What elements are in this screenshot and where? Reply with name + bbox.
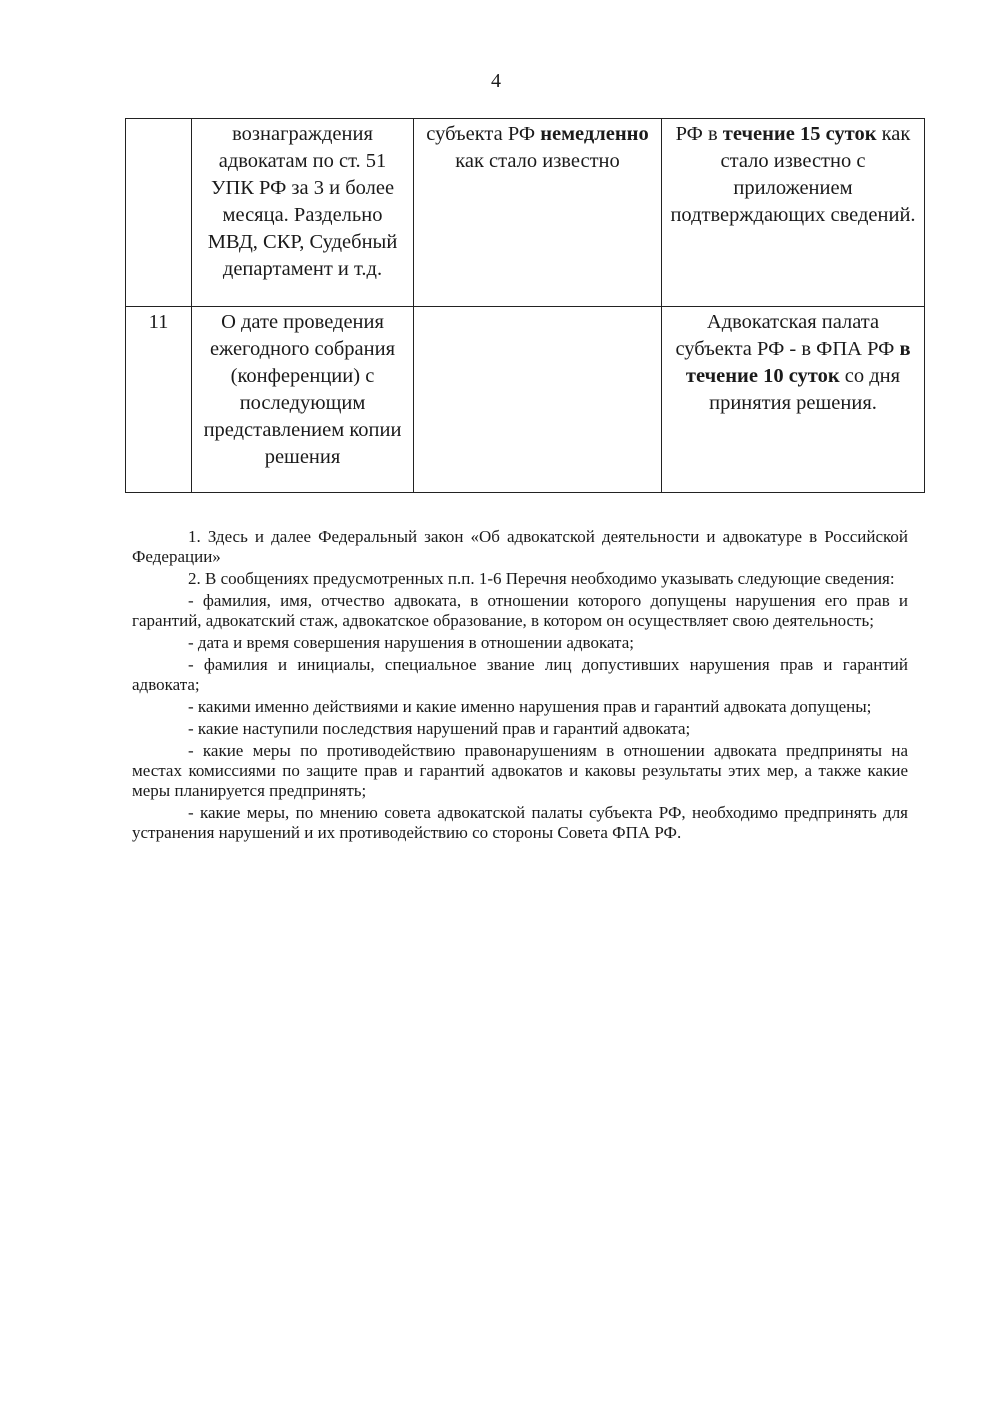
chamber-deadline-cell (414, 307, 662, 493)
footnote-2: 2. В сообщениях предусмотренных п.п. 1-6 Перечня необходимо указывать следующие сведения: (188, 569, 895, 588)
fpa-deadline-text: со дня принятия решения. (709, 365, 901, 414)
table-row (126, 307, 925, 493)
fpa-deadline-text: как стало известно с приложением подтверждающих сведений. (670, 123, 916, 226)
row-number-cell (126, 119, 192, 307)
page-number: 4 (491, 70, 501, 92)
chamber-deadline-text: как стало известно (455, 150, 620, 172)
fpa-deadline-text: Адвокатская палата субъекта РФ - в ФПА РФ (675, 311, 900, 360)
list-item: - какие наступили последствия нарушений прав и гарантий адвоката; (188, 719, 691, 738)
table-row (126, 119, 925, 307)
chamber-deadline-text: субъекта РФ (426, 123, 541, 145)
fpa-deadline-cell (662, 307, 925, 493)
list-item: - дата и время совершения нарушения в отношении адвоката; (188, 633, 634, 652)
fpa-deadline-text: РФ в (675, 123, 723, 145)
row-number-cell: 11 (126, 307, 192, 493)
fpa-deadline-bold-text: в течение 10 суток (685, 338, 911, 387)
footnote-1: 1. Здесь и далее Федеральный закон «Об адвокатской деятельности и адвокатуре в Российской Федерации» (132, 527, 908, 566)
footnotes (132, 527, 908, 845)
list-item: - какие меры, по мнению совета адвокатской палаты субъекта РФ, необходимо предпринять для устранения нарушений и их противодействию со стороны Совета ФПА РФ. (132, 803, 908, 842)
list-item: - какие меры по противодействию правонарушениям в отношении адвоката предприняты на местах комиссиями по защите прав и гарантий адвокатов и каковы результаты этих мер, а также какие меры планируется предпринять; (132, 741, 908, 800)
event-cell: вознаграждения адвокатам по ст. 51 УПК РФ за 3 и более месяца. Раздельно МВД, СКР, Судебный департамент и т.д. (192, 119, 414, 307)
notification-table (125, 118, 925, 493)
list-item: - фамилия, имя, отчество адвоката, в отношении которого допущены нарушения его прав и гарантий, адвокатский стаж, адвокатское образование, в котором он осуществляет свою деятельность; (132, 591, 908, 630)
fpa-deadline-bold-text: течение 15 суток (722, 123, 877, 145)
list-item: - фамилия и инициалы, специальное звание лиц допустивших нарушения прав и гарантий адвоката; (132, 655, 908, 694)
fpa-deadline-cell (662, 119, 925, 307)
event-cell: О дате проведения ежегодного собрания (конференции) с последующим представлением копии решения (192, 307, 414, 493)
chamber-deadline-bold-text: немедленно (540, 123, 649, 145)
list-item: - какими именно действиями и какие именно нарушения прав и гарантий адвоката допущены; (188, 697, 872, 716)
chamber-deadline-cell (414, 119, 662, 307)
